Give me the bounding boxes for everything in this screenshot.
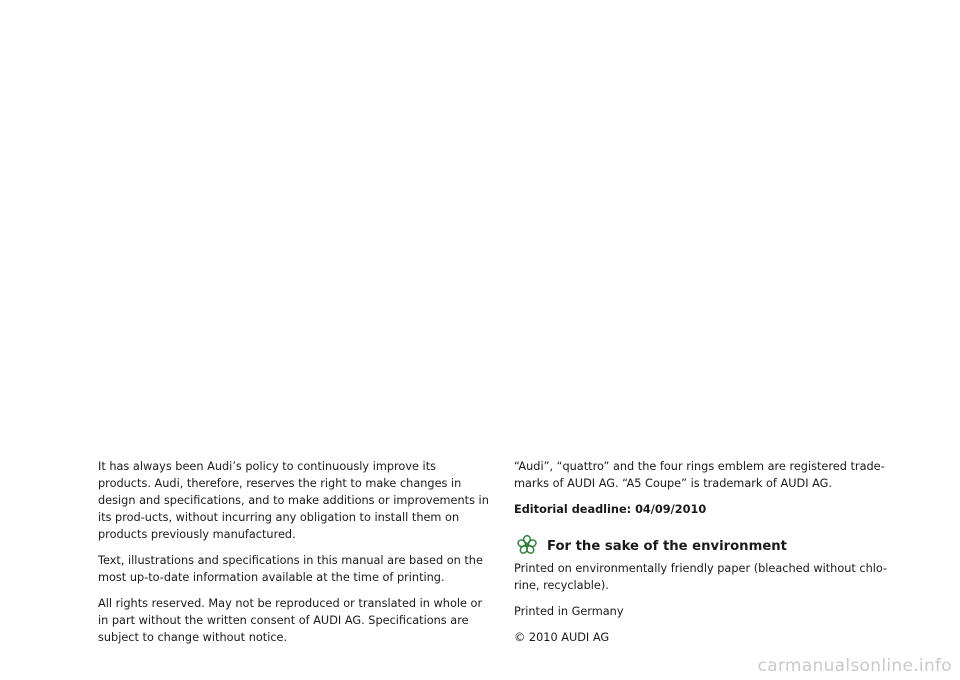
environment-heading-row	[514, 533, 894, 557]
trademark-paragraph: “Audi”, “quattro” and the four rings emblem are registered trade-marks of AUDI AG. “A5 Coupe” is trademark of AUDI AG.	[514, 460, 885, 490]
environment-heading: For the sake of the environment	[547, 539, 787, 554]
printed-in-text: Printed in Germany	[514, 605, 624, 618]
editorial-deadline: Editorial deadline: 04/09/2010	[514, 503, 707, 516]
right-column	[514, 458, 894, 655]
watermark-text: carmanualsonline.info	[757, 656, 952, 676]
environment-text: Printed on environmentally friendly paper (bleached without chlo-rine, recyclable).	[514, 562, 888, 592]
copyright-text: © 2010 AUDI AG	[514, 631, 610, 644]
flower-icon	[516, 534, 538, 556]
info-paragraph: Text, illustrations and specifications in this manual are based on the most up-to-date information available at the time of printing.	[98, 554, 483, 584]
policy-paragraph: It has always been Audi’s policy to continuously improve its products. Audi, therefore, reserves the right to make changes in design and specifications, and to make additions or improvements in its prod-ucts, without incurring any obligation to install them on products previously manufactured.	[98, 460, 489, 541]
rights-paragraph: All rights reserved. May not be reproduced or translated in whole or in part without the written consent of AUDI AG. Specifications are subject to change without notice.	[98, 597, 483, 644]
left-column	[98, 458, 490, 655]
